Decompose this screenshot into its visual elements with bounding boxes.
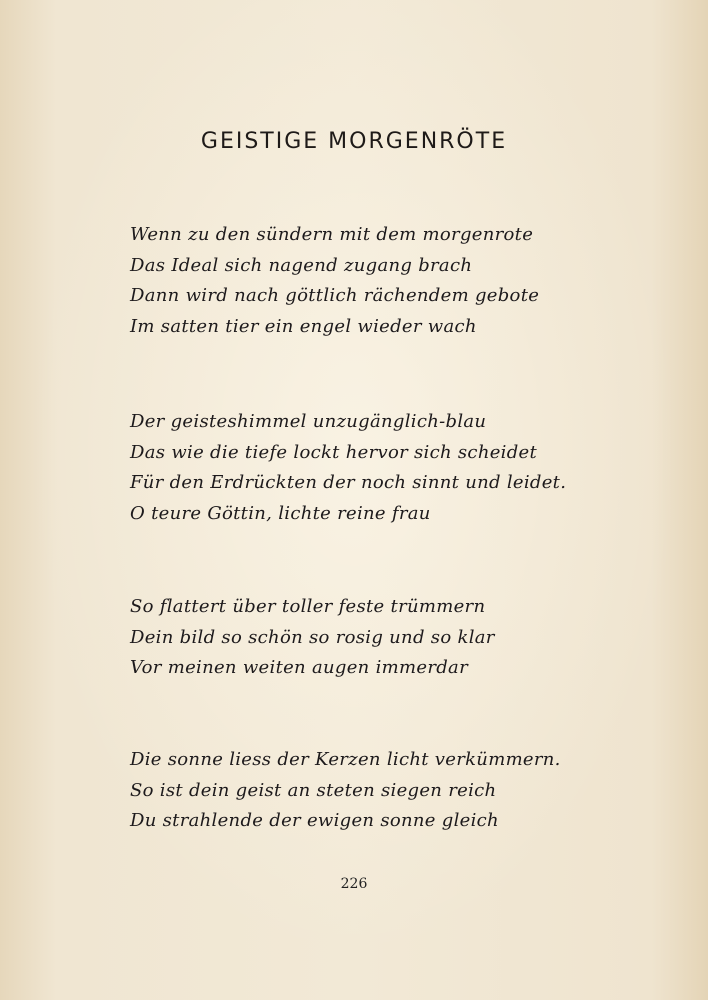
stanza-4 (130, 745, 600, 837)
verse-line: So flattert über toller feste trümmern (130, 596, 486, 617)
verse-line: Dein bild so schön so rosig und so klar (130, 626, 495, 648)
verse-line: Für den Erdrückten der noch sinnt und leidet. (130, 472, 567, 493)
verse-line: Das wie die tiefe lockt hervor sich scheidet (130, 441, 538, 463)
verse-line: Die sonne liess der Kerzen licht verkümmern. (130, 749, 561, 770)
stanza-3 (130, 592, 600, 684)
verse-line: Vor meinen weiten augen immerdar (130, 657, 468, 678)
verse-line: So ist dein geist an steten siegen reich (130, 779, 497, 801)
verse-line: Wenn zu den sündern mit dem morgenrote (130, 224, 534, 245)
verse-line: Das Ideal sich nagend zugang brach (130, 254, 473, 276)
verse-line: Im satten tier ein engel wieder wach (130, 315, 477, 337)
verse-line: Dann wird nach göttlich rächendem gebote (130, 285, 540, 306)
stanza-1 (130, 220, 600, 342)
poem-title: GEISTIGE MORGENRÖTE (200, 129, 508, 154)
verse-line: Du strahlende der ewigen sonne gleich (130, 810, 499, 831)
stanza-2 (130, 407, 600, 529)
verse-line: O teure Göttin, lichte reine frau (130, 502, 431, 524)
verse-line: Der geisteshimmel unzugänglich-blau (130, 411, 487, 432)
page-number: 226 (340, 876, 368, 892)
